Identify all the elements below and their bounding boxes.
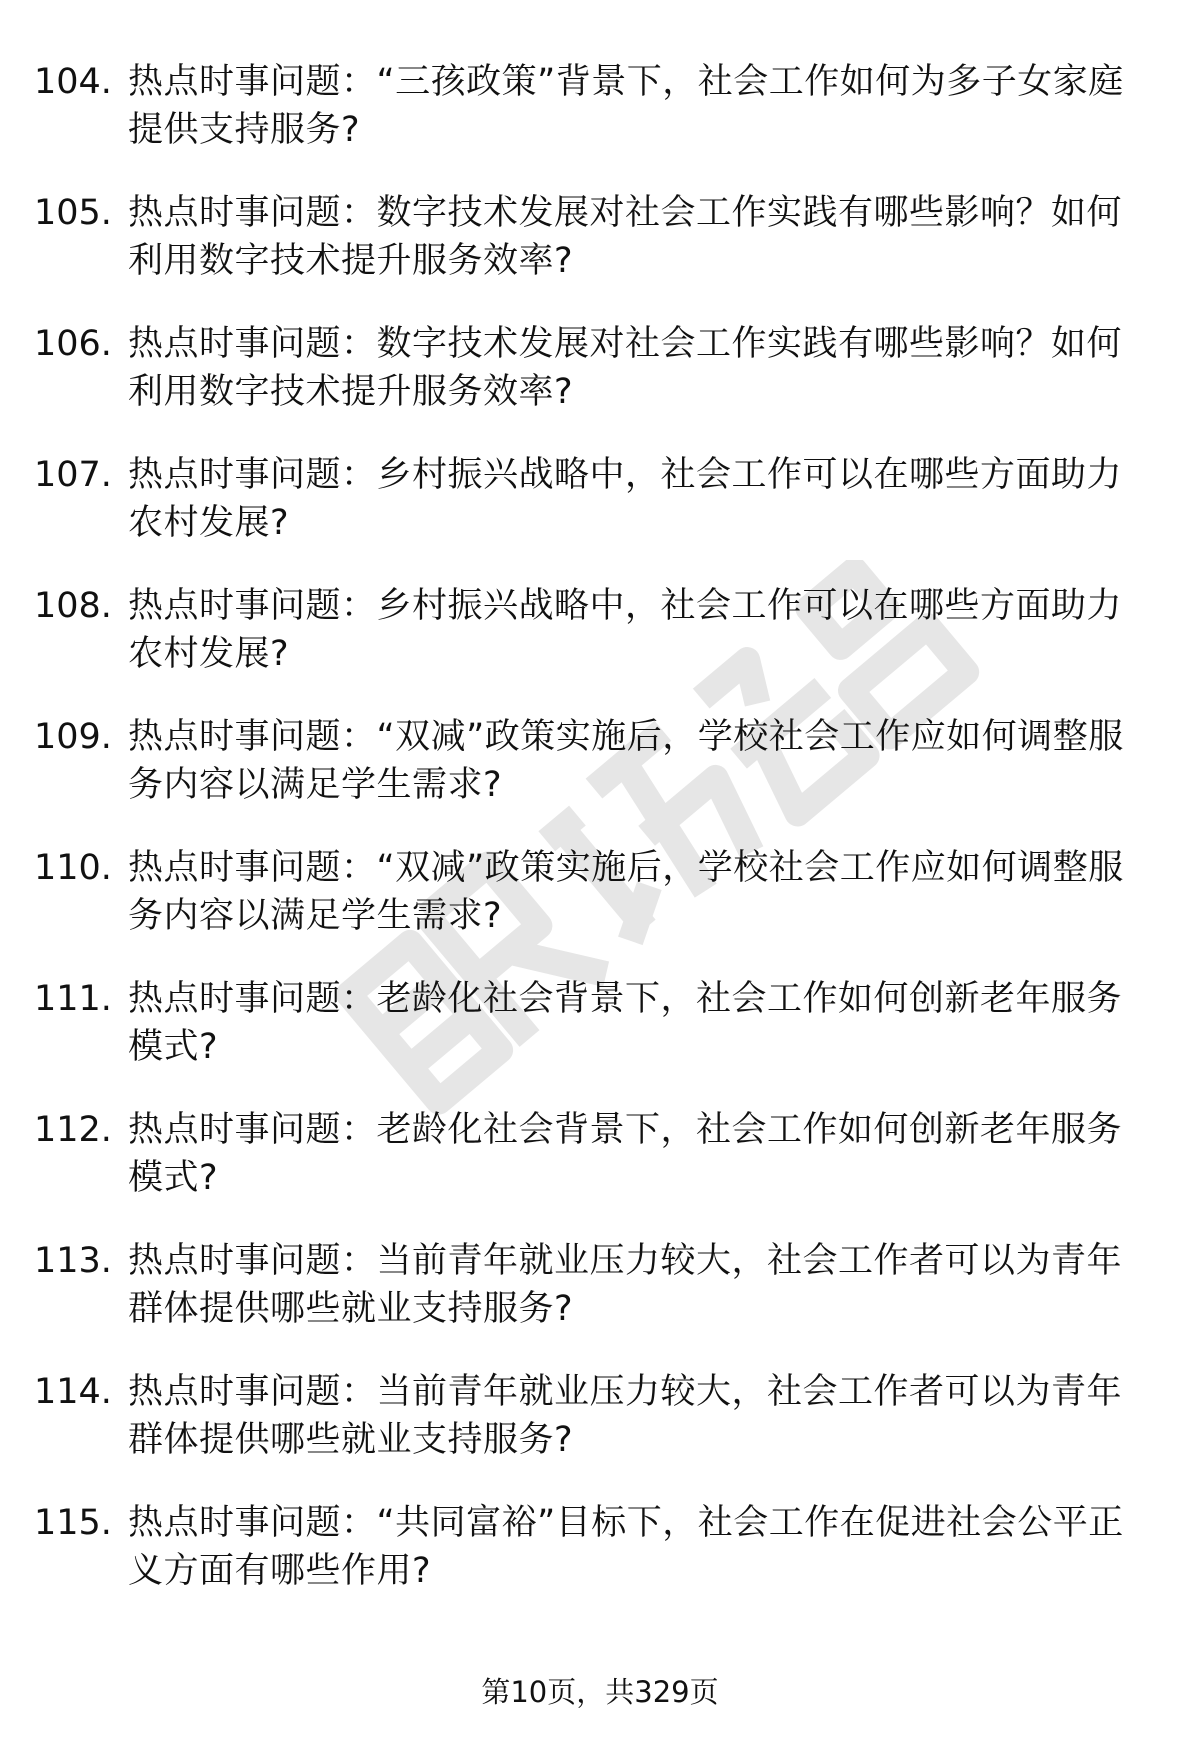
question-number: 109. xyxy=(34,717,112,757)
question-number: 115. xyxy=(34,1503,112,1543)
question-number: 106. xyxy=(34,324,112,364)
question-number: 104. xyxy=(34,62,112,102)
question-number: 107. xyxy=(34,455,112,495)
question-text: 热点时事问题：“双减”政策实施后，学校社会工作应如何调整服务内容以满足学生需求? xyxy=(128,717,1124,805)
question-text: 热点时事问题：“三孩政策”背景下，社会工作如何为多子女家庭提供支持服务? xyxy=(128,62,1124,150)
question-number: 111. xyxy=(34,979,112,1019)
question-item xyxy=(34,320,1174,451)
question-number: 105. xyxy=(34,193,112,233)
question-item xyxy=(34,1368,1174,1499)
question-item xyxy=(34,1499,1174,1630)
question-text: 热点时事问题：老龄化社会背景下，社会工作如何创新老年服务模式? xyxy=(128,1110,1123,1198)
question-item xyxy=(34,189,1174,320)
question-item xyxy=(34,451,1174,582)
question-item xyxy=(34,58,1174,189)
question-item xyxy=(34,1106,1174,1237)
question-text: 热点时事问题：老龄化社会背景下，社会工作如何创新老年服务模式? xyxy=(128,979,1123,1067)
question-text: 热点时事问题：“共同富裕”目标下，社会工作在促进社会公平正义方面有哪些作用? xyxy=(128,1503,1124,1591)
question-item xyxy=(34,1237,1174,1368)
question-number: 110. xyxy=(34,848,112,888)
question-text: 热点时事问题：当前青年就业压力较大，社会工作者可以为青年群体提供哪些就业支持服务? xyxy=(128,1372,1123,1460)
question-item xyxy=(34,713,1174,844)
question-text: 热点时事问题：乡村振兴战略中，社会工作可以在哪些方面助力农村发展? xyxy=(128,586,1123,674)
question-item xyxy=(34,975,1174,1106)
question-text: 热点时事问题：当前青年就业压力较大，社会工作者可以为青年群体提供哪些就业支持服务? xyxy=(128,1241,1123,1329)
question-item xyxy=(34,844,1174,975)
question-item xyxy=(34,582,1174,713)
question-number: 112. xyxy=(34,1110,112,1150)
question-number: 108. xyxy=(34,586,112,626)
question-number: 114. xyxy=(34,1372,112,1412)
question-text: 热点时事问题：乡村振兴战略中，社会工作可以在哪些方面助力农村发展? xyxy=(128,455,1123,543)
question-number: 113. xyxy=(34,1241,112,1281)
question-text: 热点时事问题：数字技术发展对社会工作实践有哪些影响？如何利用数字技术提升服务效率? xyxy=(128,193,1123,281)
question-text: 热点时事问题：“双减”政策实施后，学校社会工作应如何调整服务内容以满足学生需求? xyxy=(128,848,1124,936)
page-number-footer: 第10页，共329页 xyxy=(481,1675,719,1709)
question-text: 热点时事问题：数字技术发展对社会工作实践有哪些影响？如何利用数字技术提升服务效率? xyxy=(128,324,1123,412)
question-list xyxy=(34,58,1174,1630)
